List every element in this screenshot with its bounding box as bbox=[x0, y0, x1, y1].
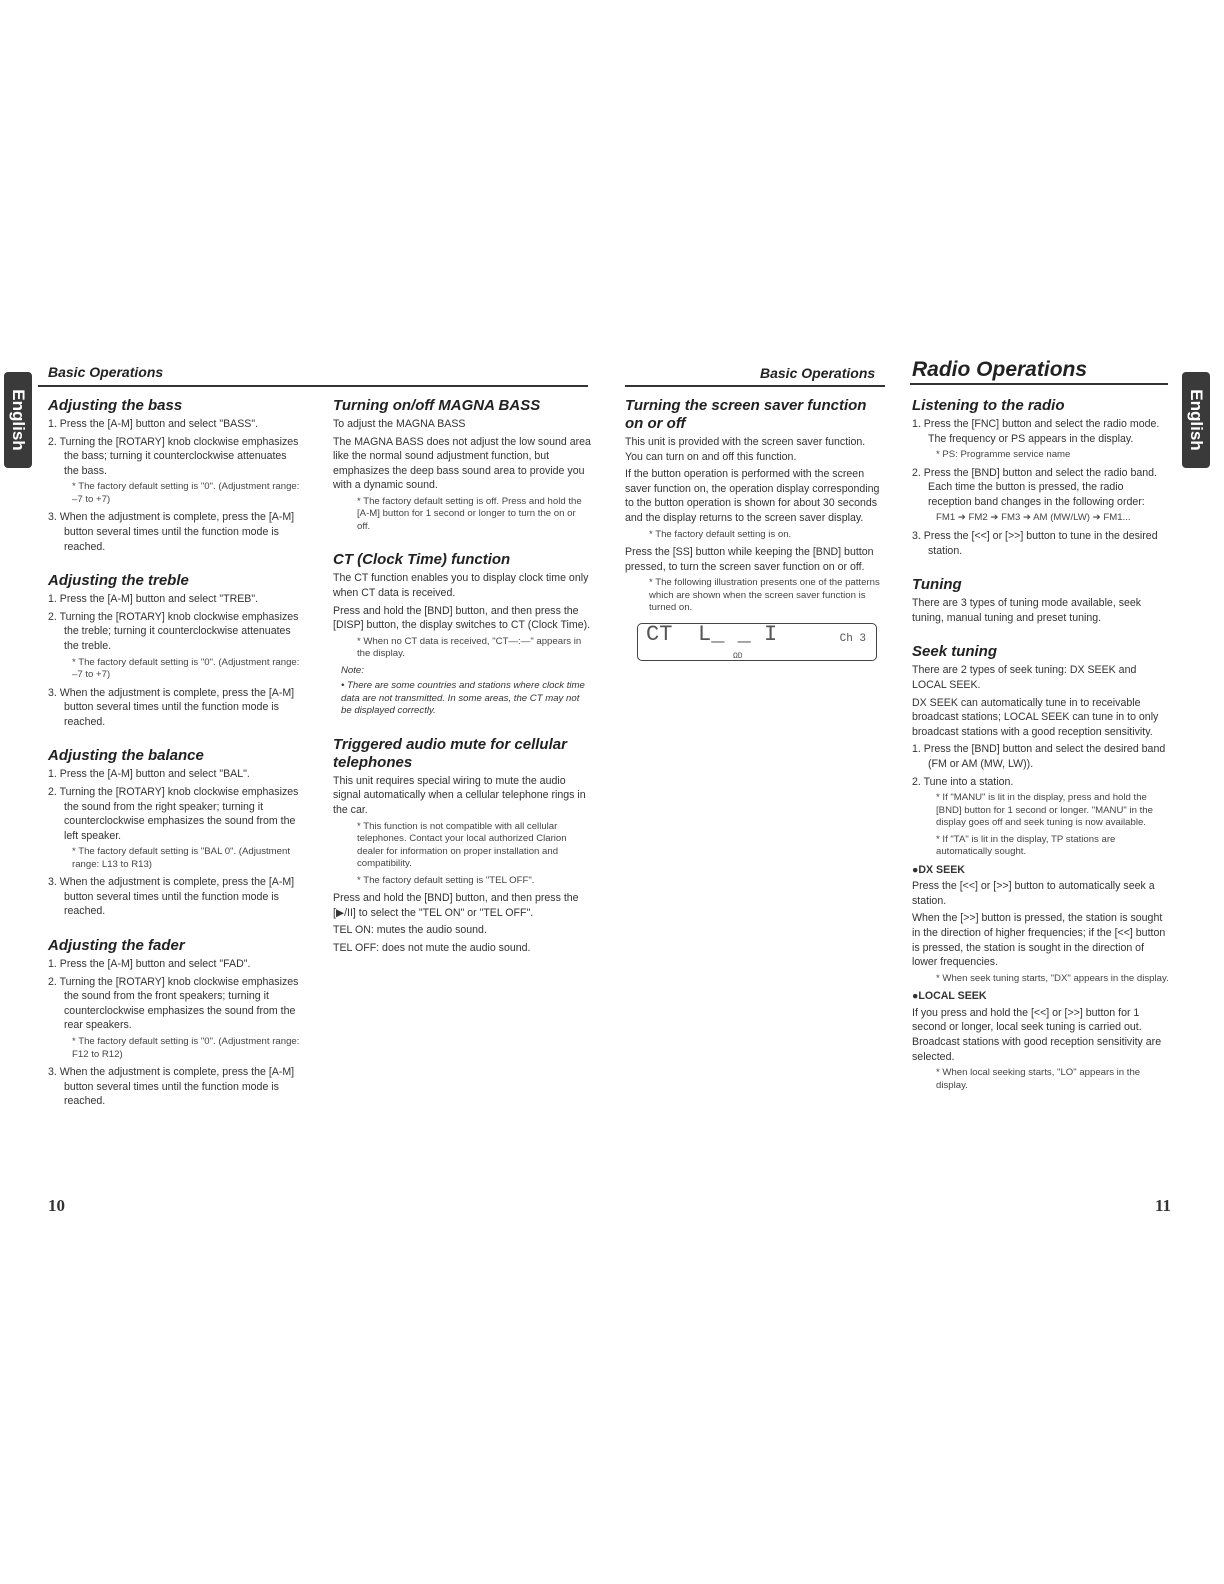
paragraph: DX SEEK can automatically tune in to receivable broadcast stations; LOCAL SEEK can tune in to only broadcast stations with a good reception sensitivity. bbox=[912, 696, 1159, 738]
display-segment-left: CT bbox=[646, 621, 673, 647]
list-item: 2. Press the [BND] button and select the radio band. Each time the button is pressed, the radio reception band changes in the following order: bbox=[912, 466, 1157, 508]
note: * When no CT data is received, "CT—:—" appears in the display. bbox=[357, 635, 582, 660]
list-item: 1. Press the [A-M] button and select "TREB". bbox=[48, 593, 259, 606]
section-heading: Adjusting the treble bbox=[48, 572, 189, 590]
page-number-right: 11 bbox=[1155, 1196, 1172, 1215]
paragraph: Press the [<<] or [>>] button to automatically seek a station. bbox=[912, 880, 1155, 907]
paragraph: There are 2 types of seek tuning: DX SEEK and LOCAL SEEK. bbox=[912, 664, 1137, 691]
note: FM1 ➔ FM2 ➔ FM3 ➔ AM (MW/LW) ➔ FM1... bbox=[936, 512, 1131, 524]
paragraph: To adjust the MAGNA BASS bbox=[333, 418, 466, 430]
display-segment-small: ΩD bbox=[733, 651, 743, 661]
header-middle: Basic Operations bbox=[760, 365, 876, 381]
note: * The factory default setting is "0". (Adjustment range: –7 to +7) bbox=[72, 481, 300, 505]
header-rule-middle bbox=[625, 385, 885, 387]
list-item: 1. Press the [A-M] button and select "BAL". bbox=[48, 768, 250, 781]
list-item: 2. Turning the [ROTARY] knob clockwise emphasizes the sound from the front speakers; turning it counterclockwise emphasizes the sound from the rear speakers. bbox=[48, 975, 299, 1032]
paragraph: When the [>>] button is pressed, the station is sought in the direction of higher frequencies; if the [<<] button is pressed, the station is sought in the direction of lower frequencies. bbox=[912, 912, 1166, 969]
section-heading: CT (Clock Time) function bbox=[333, 551, 511, 569]
paragraph: This unit requires special wiring to mute the audio signal automatically when a cellular telephone rings in the car. bbox=[333, 774, 586, 817]
note: * The factory default setting is "BAL 0". (Adjustment range: L13 to R13) bbox=[72, 846, 290, 870]
paragraph: The MAGNA BASS does not adjust the low sound area like the normal sound adjustment function, but emphasizes the deep bass sound area to provide you with a dynamic sound. bbox=[333, 435, 591, 492]
note: * The factory default setting is off. Press and hold the [A-M] button for 1 second or longer to turn the on or off. bbox=[357, 495, 582, 532]
page-number-left: 10 bbox=[48, 1196, 65, 1215]
list-item: 1. Press the [FNC] button and select the radio mode. The frequency or PS appears in the display. bbox=[912, 418, 1160, 445]
language-tab-right bbox=[1182, 372, 1210, 468]
header-rule-left bbox=[38, 385, 588, 387]
section-heading: Seek tuning bbox=[912, 643, 998, 661]
header-right: Radio Operations bbox=[912, 358, 1088, 381]
list-item: 1. Press the [A-M] button and select "BASS". bbox=[48, 418, 259, 430]
section-heading: Turning the screen saver function on or off bbox=[625, 397, 867, 432]
italic-note: Note: bbox=[341, 664, 364, 676]
note: * PS: Programme service name bbox=[936, 449, 1071, 461]
note: * This function is not compatible with all cellular telephones. Contact your local authorized Clarion dealer for information on proper installation and compatibility. bbox=[357, 820, 567, 870]
column-3 bbox=[625, 397, 883, 661]
section-heading: Triggered audio mute for cellular telephones bbox=[333, 735, 567, 771]
list-item: 2. Tune into a station. bbox=[912, 775, 1014, 788]
list-item: 2. Turning the [ROTARY] knob clockwise emphasizes the sound from the right speaker; turning it counterclockwise emphasizes the sound from the left speaker. bbox=[48, 785, 299, 842]
list-item: 2. Turning the [ROTARY] knob clockwise emphasizes the bass; turning it counterclockwise attenuates the bass. bbox=[48, 435, 299, 477]
display-segment-right: Ch 3 bbox=[839, 632, 866, 645]
paragraph: TEL ON: mutes the audio sound. bbox=[333, 924, 487, 937]
paragraph: Press and hold the [BND] button, and then press the [▶/II] to select the "TEL ON" or "TEL OFF". bbox=[333, 892, 579, 919]
list-item: 2. Turning the [ROTARY] knob clockwise emphasizes the treble; turning it counterclockwise attenuates the treble. bbox=[48, 610, 299, 652]
note: * If "TA" is lit in the display, TP stations are automatically sought. bbox=[936, 833, 1116, 858]
section-heading: Adjusting the bass bbox=[48, 397, 183, 414]
list-item: 3. When the adjustment is complete, press the [A-M] button several times until the function mode is reached. bbox=[48, 511, 295, 553]
note: * When seek tuning starts, "DX" appears in the display. bbox=[936, 972, 1169, 984]
note: * The factory default setting is on. bbox=[649, 528, 792, 540]
paragraph: If you press and hold the [<<] or [>>] button for 1 second or longer, local seek tuning is carried out. Broadcast stations with good reception sensitivity are selected. bbox=[912, 1006, 1162, 1063]
language-tab-label: English bbox=[9, 389, 28, 451]
language-tab-left bbox=[4, 372, 32, 468]
section-heading: Adjusting the balance bbox=[48, 747, 204, 765]
header-rule-right bbox=[910, 383, 1168, 385]
list-item: 3. When the adjustment is complete, press the [A-M] button several times until the function mode is reached. bbox=[48, 686, 295, 728]
subheading: ●DX SEEK bbox=[912, 863, 965, 876]
list-item: 1. Press the [A-M] button and select "FAD". bbox=[48, 958, 251, 971]
note: * When local seeking starts, "LO" appears in the display. bbox=[936, 1067, 1141, 1091]
subheading: ●LOCAL SEEK bbox=[912, 990, 987, 1003]
paragraph: The CT function enables you to display clock time only when CT data is received. bbox=[333, 572, 589, 600]
section-heading: Listening to the radio bbox=[912, 397, 1065, 414]
display-segment-digits: L_ _ I bbox=[698, 621, 778, 647]
header-left: Basic Operations bbox=[48, 364, 164, 380]
italic-note: • There are some countries and stations where clock time data are not transmitted. In some areas, the CT may not be displayed correctly. bbox=[341, 680, 585, 717]
list-item: 1. Press the [BND] button and select the desired band (FM or AM (MW, LW)). bbox=[912, 743, 1166, 770]
column-1 bbox=[48, 397, 300, 1112]
paragraph: There are 3 types of tuning mode available, seek tuning, manual tuning and preset tuning. bbox=[912, 597, 1142, 624]
note: * The factory default setting is "0". (Adjustment range: –7 to +7) bbox=[72, 656, 300, 681]
list-item: 3. When the adjustment is complete, press the [A-M] button several times until the function mode is reached. bbox=[48, 1066, 295, 1108]
paragraph: Press the [SS] button while keeping the [BND] button pressed, to turn the screen saver function on or off. bbox=[625, 546, 874, 573]
note: * If "MANU" is lit in the display, press and hold the [BND] button for 1 second or longer. "MANU" in the display goes off and seek tuning is now available. bbox=[936, 792, 1153, 829]
note: * The factory default setting is "0". (Adjustment range: F12 to R12) bbox=[72, 1036, 300, 1060]
column-2 bbox=[333, 397, 591, 959]
language-tab-label: English bbox=[1187, 389, 1206, 451]
screen-saver-display-illustration bbox=[637, 623, 877, 661]
note: * The factory default setting is "TEL OFF". bbox=[357, 874, 535, 886]
section-heading: Turning on/off MAGNA BASS bbox=[333, 397, 541, 414]
paragraph: Press and hold the [BND] button, and then press the [DISP] button, the display switches to CT (Clock Time). bbox=[333, 604, 591, 632]
section-heading: Tuning bbox=[912, 576, 962, 594]
paragraph: This unit is provided with the screen saver function. You can turn on and off this function. bbox=[625, 436, 866, 463]
list-item: 3. When the adjustment is complete, press the [A-M] button several times until the function mode is reached. bbox=[48, 876, 295, 918]
note: * The following illustration presents one of the patterns which are shown when the screen saver function is turned on. bbox=[649, 577, 880, 614]
column-4 bbox=[912, 397, 1170, 1096]
paragraph: TEL OFF: does not mute the audio sound. bbox=[333, 941, 531, 954]
list-item: 3. Press the [<<] or [>>] button to tune in the desired station. bbox=[912, 529, 1158, 557]
paragraph: If the button operation is performed with the screen saver function on, the operation display corresponding to the button operation is shown for about 30 seconds and the display returns to the screen saver display. bbox=[625, 468, 880, 524]
section-heading: Adjusting the fader bbox=[48, 937, 185, 955]
